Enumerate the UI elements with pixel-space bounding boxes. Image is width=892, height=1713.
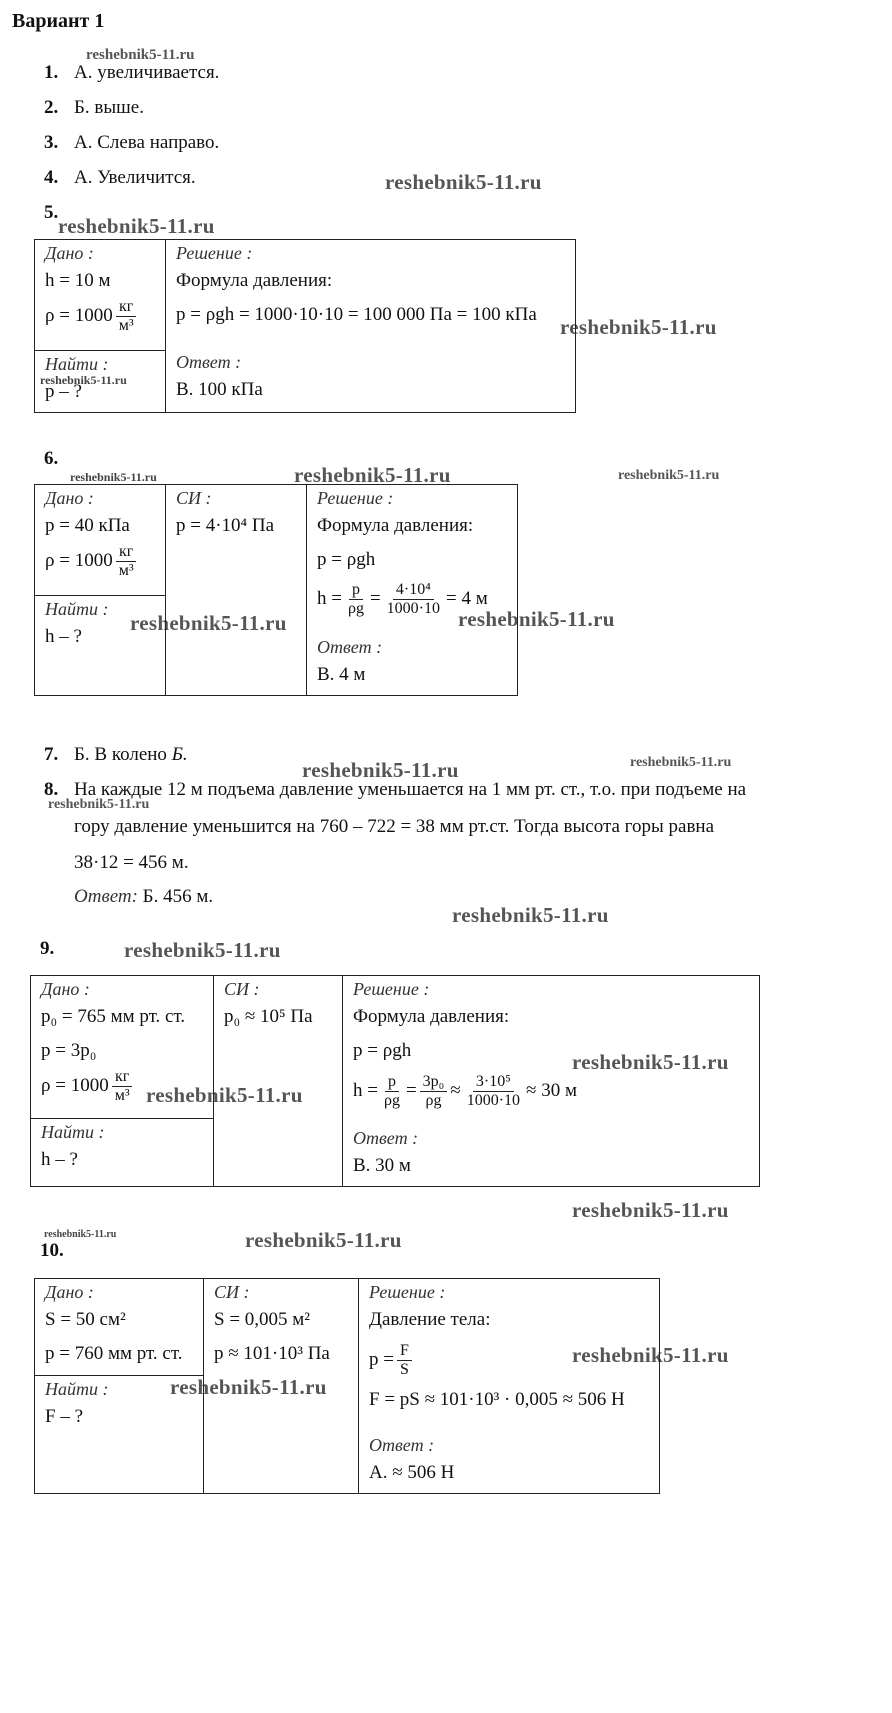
watermark: reshebnik5-11.ru	[572, 1343, 729, 1367]
task-number: 5.	[44, 202, 59, 223]
solution-cell: Решение : Формула давления: p = ρgh = 1000·10·10 = 100 000 Па = 100 кПа Ответ : В. 100 кПа	[166, 240, 576, 413]
watermark: reshebnik5-11.ru	[618, 468, 720, 483]
watermark: reshebnik5-11.ru	[572, 1050, 729, 1074]
watermark: reshebnik5-11.ru	[452, 903, 609, 927]
watermark: reshebnik5-11.ru	[130, 611, 287, 635]
watermark: reshebnik5-11.ru	[385, 170, 542, 194]
task-number: 10.	[40, 1240, 64, 1261]
find-cell: Найти : h – ?	[31, 1119, 214, 1187]
watermark: reshebnik5-11.ru	[245, 1228, 402, 1252]
given-cell: Дано : p = 40 кПа ρ = 1000 $\frac{кг}{\text{м³}}$	[35, 485, 166, 596]
watermark: reshebnik5-11.ru	[48, 797, 150, 812]
given-cell: Дано : S = 50 см² p = 760 мм рт. ст.	[35, 1279, 204, 1376]
watermark: reshebnik5-11.ru	[170, 1375, 327, 1399]
task7: 7. Б. В колено Б.	[44, 744, 188, 765]
given-cell: Дано : h = 10 м ρ = 1000 $\frac{кг}{\text{м³}}$	[35, 240, 166, 351]
watermark: reshebnik5-11.ru	[458, 607, 615, 631]
find-cell: Найти : p – ?	[35, 351, 166, 413]
solution-cell: Решение : Формула давления: p = ρgh h = $\frac{p}{\rho g}$ = $\frac{\text{3p₀}}{\rho g}$ ≈ $\frac{\text{3·10⁵}}{1000\cdot 10}$ ≈ 30 м Ответ : В. 30 м	[343, 976, 760, 1187]
answer-item: 3. А. Слева направо.	[44, 132, 220, 153]
si-cell: СИ : p₀ ≈ 10⁵ Па	[214, 976, 343, 1187]
task8-line: 38·12 = 456 м.	[74, 852, 189, 873]
si-cell: СИ : p = 4·10⁴ Па	[166, 485, 307, 696]
watermark: reshebnik5-11.ru	[146, 1083, 303, 1107]
si-cell: СИ : S = 0,005 м² p ≈ 101·10³ Па	[204, 1279, 359, 1494]
page-title: Вариант 1	[12, 10, 105, 32]
find-cell: Найти : F – ?	[35, 1376, 204, 1494]
solution-cell: Решение : Формула давления: p = ρgh h = $\frac{p}{\rho g}$ = $\frac{\text{4·10⁴}}{1000\cdot 10}$ = 4 м Ответ : В. 4 м	[307, 485, 518, 696]
watermark: reshebnik5-11.ru	[40, 373, 127, 387]
answer-item: 2. Б. выше.	[44, 97, 144, 118]
watermark: reshebnik5-11.ru	[560, 315, 717, 339]
task-number: 9.	[40, 938, 55, 959]
answer-item: 4. А. Увеличится.	[44, 167, 196, 188]
watermark: reshebnik5-11.ru	[86, 47, 195, 63]
task8-answer: Ответ: Б. 456 м.	[74, 886, 214, 907]
answer-item: 1. А. увеличивается.	[44, 62, 220, 83]
task8-line: 8. На каждые 12 м подъема давление уменьшается на 1 мм рт. ст., т.о. при подъеме на	[44, 779, 747, 800]
watermark: reshebnik5-11.ru	[572, 1198, 729, 1222]
watermark: reshebnik5-11.ru	[70, 470, 157, 484]
watermark: reshebnik5-11.ru	[630, 755, 732, 770]
solution-cell: Решение : Давление тела: p = $\frac{F}{S}$ F = pS ≈ 101·10³ · 0,005 ≈ 506 Н Ответ : А. ≈ 506 Н	[359, 1279, 660, 1494]
watermark: reshebnik5-11.ru	[44, 1229, 117, 1240]
watermark: reshebnik5-11.ru	[294, 463, 451, 487]
watermark: reshebnik5-11.ru	[124, 938, 281, 962]
watermark: reshebnik5-11.ru	[302, 758, 459, 782]
watermark: reshebnik5-11.ru	[58, 214, 215, 238]
task10-table	[34, 1278, 660, 1494]
task8-line: гору давление уменьшится на 760 – 722 = 38 мм рт.ст. Тогда высота горы равна	[74, 816, 715, 837]
task-number: 6.	[44, 448, 59, 469]
task5-table	[34, 239, 576, 413]
find-cell: Найти : h – ?	[35, 596, 166, 696]
task6-table	[34, 484, 518, 696]
task9-table	[30, 975, 760, 1187]
given-cell: Дано : p₀ = 765 мм рт. ст. p = 3p₀ ρ = 1000 $\frac{кг}{\text{м³}}$	[31, 976, 214, 1119]
